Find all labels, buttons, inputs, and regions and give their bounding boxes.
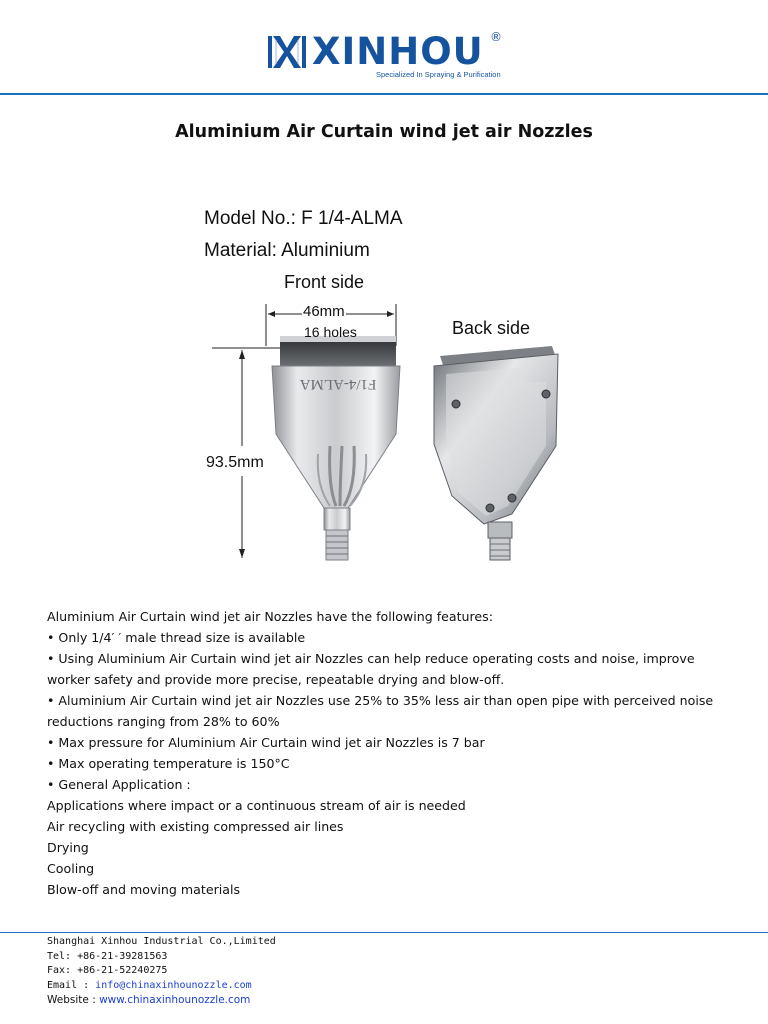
registered-mark: ® [490, 30, 502, 44]
feature-bullet: • General Application : [47, 777, 191, 792]
feature-bullet: • Only 1/4′ ′ male thread size is available [47, 630, 306, 645]
product-figure [190, 196, 590, 576]
height-dimension: 93.5mm [206, 454, 264, 471]
fax: Fax: +86-21-52240275 [47, 965, 168, 976]
feature-bullet: • Max pressure for Aluminium Air Curtain wind jet air Nozzles is 7 bar [47, 735, 485, 750]
features-section [47, 606, 737, 900]
material-label: Material: Aluminium [204, 240, 370, 261]
email-link[interactable]: info@chinaxinhounozzle.com [95, 979, 252, 991]
feature-bullet: • Max operating temperature is 150°C [47, 756, 290, 771]
header-divider [0, 93, 768, 95]
xinhou-logo-icon [268, 34, 306, 70]
document-title: Aluminium Air Curtain wind jet air Nozzles [175, 122, 593, 142]
features-intro: Aluminium Air Curtain wind jet air Nozzles have the following features: [47, 609, 493, 624]
application-item: Air recycling with existing compressed air lines [47, 819, 344, 834]
website-link[interactable]: www.chinaxinhounozzle.com [99, 994, 251, 1006]
feature-bullet: • Using Aluminium Air Curtain wind jet air Nozzles can help reduce operating costs and noise, improve worker safety and provide more precise, repeatable drying and blow-off. [47, 651, 695, 687]
page-footer [47, 935, 547, 1008]
application-item: Applications where impact or a continuous stream of air is needed [47, 798, 466, 813]
nozzle-engraving: F1/4-ALMA [299, 376, 377, 392]
width-dimension: 46mm [303, 303, 345, 320]
front-side-label: Front side [284, 272, 365, 292]
application-item: Drying [47, 840, 89, 855]
website-line [47, 993, 547, 1008]
website-label: Website : [47, 994, 100, 1006]
brand-name: XINHOU [312, 30, 484, 73]
application-item: Cooling [47, 861, 95, 876]
telephone: Tel: +86-21-39281563 [47, 950, 168, 962]
model-number: Model No.: F 1/4-ALMA [204, 208, 403, 229]
email-line [47, 979, 547, 994]
feature-bullet: • Aluminium Air Curtain wind jet air Nozzles use 25% to 35% less air than open pipe with perceived noise reductions ranging from 28% to 60% [47, 693, 714, 729]
holes-count: 16 holes [304, 324, 357, 340]
brand-tagline: Specialized In Spraying & Purification [376, 70, 501, 79]
page-header [0, 0, 768, 94]
application-item: Blow-off and moving materials [47, 882, 241, 897]
footer-divider [0, 932, 768, 933]
back-side-label: Back side [452, 318, 531, 338]
brand-logo [268, 32, 508, 82]
company-name: Shanghai Xinhou Industrial Co.,Limited [47, 936, 276, 947]
email-label: Email : [47, 979, 96, 991]
